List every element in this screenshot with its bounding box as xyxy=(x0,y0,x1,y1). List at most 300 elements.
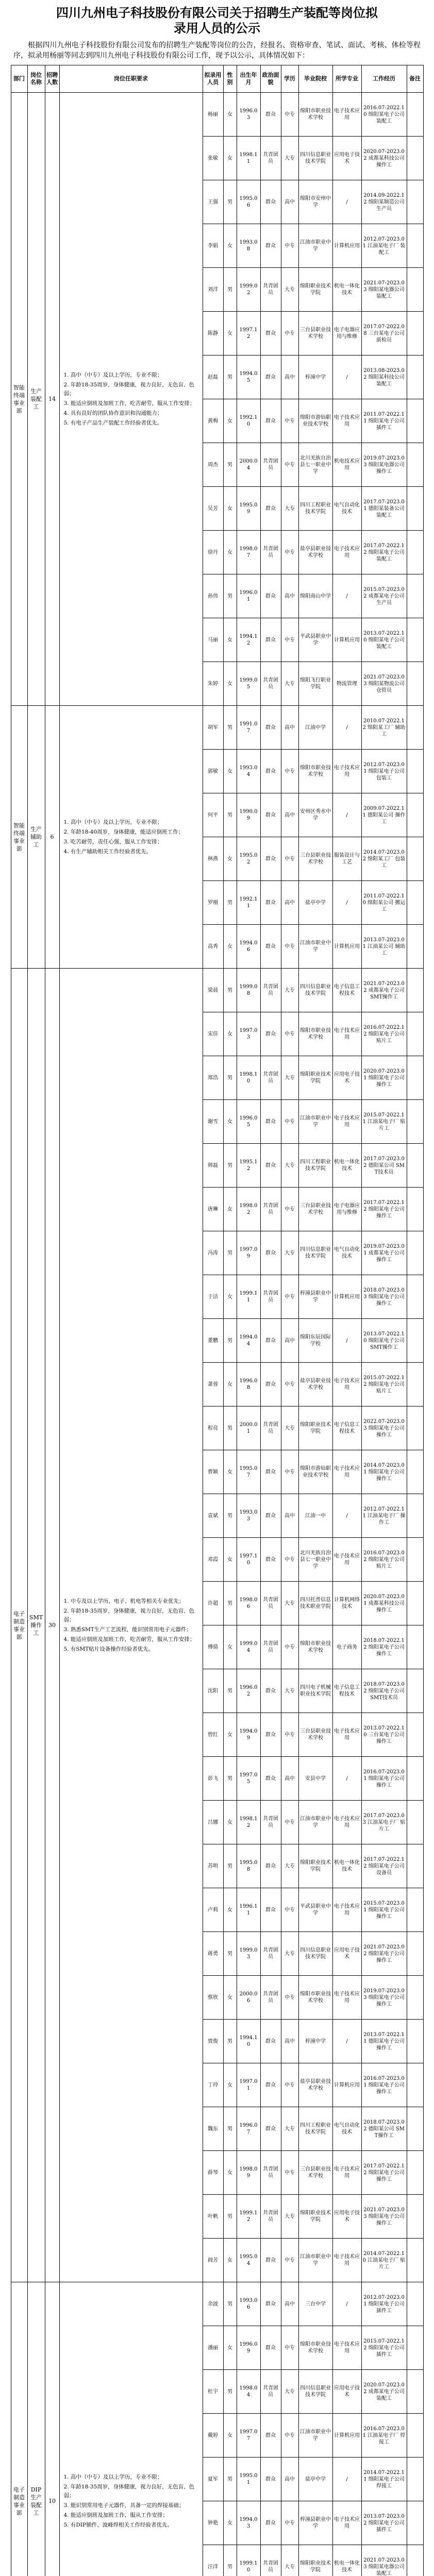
table-body xyxy=(11,93,423,2576)
major-cell xyxy=(332,180,361,224)
gender-cell xyxy=(223,1406,237,1450)
headcount-cell xyxy=(45,2282,59,2576)
political-status-cell-text: 群众 xyxy=(265,330,276,336)
major-cell-text: 电子技术应用 xyxy=(334,2517,360,2529)
political-status-cell-text: 群众 xyxy=(265,2345,276,2351)
education-cell-text: 中专 xyxy=(285,2520,295,2526)
school-cell-text: 梓潼中学 xyxy=(305,2038,326,2044)
remarks-cell xyxy=(407,2020,423,2063)
work-experience-cell-text: 2010.07-2022.12 绵阳某工厂 辅助工 xyxy=(362,718,406,737)
candidate-name-cell xyxy=(203,1450,223,1494)
political-status-cell-text: 共青团员 xyxy=(263,2385,278,2398)
header-candidate-name: 拟录用人员 xyxy=(203,65,223,93)
header-work-experience: 工作经历 xyxy=(361,65,407,93)
education-cell xyxy=(281,1582,298,1625)
gender-cell xyxy=(223,881,237,925)
school-cell xyxy=(298,1888,332,1932)
school-cell xyxy=(298,1144,332,1188)
political-status-cell-text: 共青团员 xyxy=(263,984,278,996)
political-status-cell-text: 群众 xyxy=(265,1775,276,1782)
school-cell-text: 四川信息职业技术学院 xyxy=(300,152,331,164)
political-status-cell xyxy=(260,793,281,837)
candidate-name-cell xyxy=(203,1275,223,1319)
requirement-line: 2. 年龄18-35周岁，身体健康，视力良好，无色盲、色弱； xyxy=(63,381,195,397)
political-status-cell-text: 共青团员 xyxy=(263,1816,278,1828)
school-cell xyxy=(298,2107,332,2151)
gender-cell xyxy=(223,2239,237,2282)
school-cell-text: 三台县职业技术学校 xyxy=(300,853,331,865)
requirement-line: 4. 有生产辅助相关工作经验者优先。 xyxy=(63,848,152,855)
major-cell xyxy=(332,224,361,268)
political-status-cell-text: 群众 xyxy=(265,1556,276,1563)
school-cell xyxy=(298,925,332,969)
political-status-cell xyxy=(260,1231,281,1275)
work-experience-cell-text: 2020.07-2023.02 成都某科技公司 操作工 xyxy=(363,148,405,168)
school-cell xyxy=(298,531,332,574)
school-cell-text: 三台县职业技术学校 xyxy=(300,327,331,340)
remarks-cell xyxy=(407,312,423,355)
work-experience-cell-text: 2022.07-2023.03 绵阳某电子公司 操作工 xyxy=(363,1418,405,1438)
school-cell xyxy=(298,1188,332,1231)
gender-cell xyxy=(223,2458,237,2501)
work-experience-cell xyxy=(361,1363,407,1406)
candidate-name-cell-text: 周杰 xyxy=(208,462,218,468)
gender-cell-text: 男 xyxy=(227,724,232,731)
birth-date-cell xyxy=(237,2414,260,2458)
gender-cell-text: 女 xyxy=(227,1994,232,2001)
remarks-cell xyxy=(407,1231,423,1275)
department-cell-text: 智能终端事业部 xyxy=(13,384,25,414)
school-cell-text: 平武县职业中学 xyxy=(300,634,331,646)
major-cell-text: 电子技术应用 xyxy=(334,2342,360,2354)
gender-cell-text: 女 xyxy=(227,155,232,161)
education-cell xyxy=(281,1932,298,1976)
school-cell xyxy=(298,2501,332,2545)
work-experience-cell xyxy=(361,2370,407,2414)
education-cell xyxy=(281,268,298,312)
major-cell-text: 电子技术应用 xyxy=(334,108,360,121)
work-experience-cell-text: 2019.07-2023.03 绵阳某电器公司 操作工 xyxy=(363,455,405,474)
birth-date-cell xyxy=(237,1582,260,1625)
gender-cell-text: 女 xyxy=(227,1644,232,1650)
requirement-line: 3. 熟悉SMT生产工艺流程，能识别常用电子元器件； xyxy=(63,1626,192,1633)
political-status-cell xyxy=(260,574,281,618)
work-experience-cell xyxy=(361,837,407,881)
birth-date-cell xyxy=(237,531,260,574)
birth-date-cell-text: 1998.09 xyxy=(239,2166,258,2179)
gender-cell-text: 女 xyxy=(227,2345,232,2351)
school-cell xyxy=(298,2414,332,2458)
school-cell xyxy=(298,443,332,487)
gender-cell-text: 女 xyxy=(227,1907,232,1913)
political-status-cell-text: 群众 xyxy=(265,1469,276,1475)
remarks-cell xyxy=(407,2370,423,2414)
gender-cell xyxy=(223,1056,237,1100)
candidate-name-cell-text: 黄梅 xyxy=(208,418,218,424)
gender-cell-text: 男 xyxy=(227,462,232,468)
remarks-cell xyxy=(407,1144,423,1188)
political-status-cell xyxy=(260,2063,281,2107)
requirement-line: 4. 具有良好的团队协作意识和沟通能力； xyxy=(63,410,163,416)
work-experience-cell xyxy=(361,224,407,268)
political-status-cell xyxy=(260,1363,281,1406)
work-experience-cell-text: 2018.07-2023.03 绵阳某电子公司 操作工 xyxy=(363,1287,405,1307)
education-cell xyxy=(281,531,298,574)
gender-cell xyxy=(223,662,237,706)
work-experience-cell-text: 2021.07-2023.03 绵阳某电器公司 装配工 xyxy=(363,2557,405,2576)
work-experience-cell xyxy=(361,487,407,531)
birth-date-cell-text: 1999.12 xyxy=(239,2210,258,2223)
birth-date-cell xyxy=(237,2326,260,2370)
school-cell xyxy=(298,2195,332,2239)
major-cell-text: 电子技术应用 xyxy=(334,1553,360,1566)
education-cell xyxy=(281,1801,298,1844)
work-experience-cell xyxy=(361,399,407,443)
major-cell-text: 应用电子技术 xyxy=(334,152,360,164)
major-cell-text: 计算机应用 xyxy=(334,943,360,950)
requirements-cell xyxy=(59,706,203,969)
post-name-cell-text: DIP生产装配工 xyxy=(30,2486,42,2516)
education-cell xyxy=(281,1188,298,1231)
major-cell xyxy=(332,881,361,925)
work-experience-cell-text: 2021.07-2023.03 绵阳某电子公司 操作工 xyxy=(363,2207,405,2226)
department-cell-text: 电子制造事业部 xyxy=(13,1610,25,1640)
post-name-cell xyxy=(27,969,45,2282)
political-status-cell xyxy=(260,750,281,793)
major-cell-text: 电子技术应用 xyxy=(334,2254,360,2266)
gender-cell xyxy=(223,2326,237,2370)
gender-cell-text: 男 xyxy=(227,593,232,599)
candidate-name-cell xyxy=(203,1012,223,1056)
headcount-cell-text: 6 xyxy=(50,834,54,840)
school-cell xyxy=(298,1231,332,1275)
major-cell xyxy=(332,2063,361,2107)
candidate-name-cell xyxy=(203,1494,223,1538)
birth-date-cell xyxy=(237,1844,260,1888)
birth-date-cell-text: 1991.07 xyxy=(239,721,258,734)
education-cell xyxy=(281,2370,298,2414)
birth-date-cell xyxy=(237,1188,260,1231)
birth-date-cell xyxy=(237,1363,260,1406)
requirement-line: 2. 年龄18-35周岁，身体健康，视力良好，无色盲、色弱； xyxy=(63,2483,195,2499)
gender-cell-text: 女 xyxy=(227,768,232,774)
work-experience-cell-text: 2013.07-2022.10 绵阳某电子公司 装配工 xyxy=(363,630,405,650)
education-cell xyxy=(281,1450,298,1494)
birth-date-cell xyxy=(237,1144,260,1188)
remarks-cell xyxy=(407,1275,423,1319)
candidate-name-cell xyxy=(203,1713,223,1757)
remarks-cell xyxy=(407,224,423,268)
education-cell-text: 高中 xyxy=(285,199,295,205)
political-status-cell xyxy=(260,2326,281,2370)
work-experience-cell-text: 2017.07-2022.12 绵阳某电子公司 操作工 xyxy=(363,2163,405,2182)
school-cell-text: 安县中学 xyxy=(305,1775,326,1782)
school-cell-text: 绵阳职业技术学院 xyxy=(300,1422,331,1434)
birth-date-cell-text: 1997.09 xyxy=(239,1247,258,1259)
school-cell-text: 绵阳市游仙职业技术学校 xyxy=(300,1466,331,1478)
school-cell xyxy=(298,1319,332,1363)
remarks-cell xyxy=(407,750,423,793)
work-experience-cell xyxy=(361,1669,407,1713)
school-cell-text: 江油市职业中学 xyxy=(300,2429,331,2442)
major-cell-text: 机电一体化技术 xyxy=(334,283,360,296)
department-cell-text: 电子制造事业部 xyxy=(13,2486,25,2516)
school-cell-text: 绵阳市职业技术学校 xyxy=(300,2342,331,2354)
birth-date-cell xyxy=(237,750,260,793)
birth-date-cell-text: 1995.12 xyxy=(239,1159,258,1172)
major-cell-text: 应用电子技术 xyxy=(334,1072,360,1084)
candidate-name-cell xyxy=(203,969,223,1012)
birth-date-cell xyxy=(237,93,260,137)
education-cell xyxy=(281,1275,298,1319)
major-cell-text: 电子技术应用 xyxy=(334,1904,360,1916)
birth-date-cell-text: 1997.07 xyxy=(239,2429,258,2442)
birth-date-cell xyxy=(237,2107,260,2151)
major-cell-text: 电子技术应用 xyxy=(334,1728,360,1741)
birth-date-cell xyxy=(237,2370,260,2414)
gender-cell-text: 男 xyxy=(227,1250,232,1256)
candidate-name-cell-text: 戴婷 xyxy=(208,2432,218,2438)
political-status-cell xyxy=(260,925,281,969)
birth-date-cell xyxy=(237,2282,260,2326)
candidate-name-cell xyxy=(203,487,223,531)
political-status-cell-text: 共青团员 xyxy=(263,2166,278,2179)
school-cell xyxy=(298,1056,332,1100)
candidate-name-cell-text: 杜宇 xyxy=(208,2388,218,2395)
political-status-cell-text: 群众 xyxy=(265,1162,276,1168)
work-experience-cell xyxy=(361,793,407,837)
work-experience-cell-text: 2012.07-2023.01 绵阳某电子公司 包装工 xyxy=(363,761,405,781)
school-cell-text: 平武县职业中学 xyxy=(300,1904,331,1916)
candidate-name-cell xyxy=(203,925,223,969)
work-experience-cell-text: 2014.09-2022.12 绵阳某制造公司 生产员 xyxy=(363,192,405,212)
header-post-name: 岗位名称 xyxy=(27,65,45,93)
major-cell xyxy=(332,662,361,706)
political-status-cell-text: 共青团员 xyxy=(263,2210,278,2223)
candidate-name-cell-text: 罗刚 xyxy=(208,900,218,906)
gender-cell-text: 男 xyxy=(227,199,232,205)
school-cell xyxy=(298,1976,332,2020)
political-status-cell-text: 群众 xyxy=(265,505,276,512)
candidate-name-cell xyxy=(203,837,223,881)
major-cell xyxy=(332,1188,361,1231)
education-cell xyxy=(281,1012,298,1056)
candidate-name-cell-text: 郑浩 xyxy=(208,1075,218,1081)
gender-cell-text: 男 xyxy=(227,1425,232,1431)
department-cell xyxy=(11,706,27,969)
gender-cell-text: 男 xyxy=(227,2476,232,2482)
birth-date-cell-text: 1999.03 xyxy=(239,1947,258,1960)
major-cell-text: 电子技术应用 xyxy=(334,765,360,777)
political-status-cell xyxy=(260,662,281,706)
candidate-name-cell-text: 王强 xyxy=(208,199,218,205)
gender-cell xyxy=(223,618,237,662)
gender-cell-text: 男 xyxy=(227,2038,232,2044)
candidate-name-cell-text: 梁晨 xyxy=(208,987,218,993)
major-cell-text: 应用电子技术 xyxy=(334,2210,360,2223)
remarks-cell xyxy=(407,443,423,487)
gender-cell xyxy=(223,1976,237,2020)
school-cell-text: 绵阳市职业技术学校 xyxy=(300,1641,331,1653)
school-cell-text: 绵阳市职业技术学校 xyxy=(300,1991,331,2004)
birth-date-cell-text: 1996.11 xyxy=(239,1904,258,1916)
work-experience-cell-text: 2014.07-2022.11 绵阳某电子公司 焊接工 xyxy=(363,2469,405,2489)
work-experience-cell xyxy=(361,1012,407,1056)
education-cell xyxy=(281,2151,298,2195)
major-cell xyxy=(332,1406,361,1450)
political-status-cell-text: 群众 xyxy=(265,1907,276,1913)
birth-date-cell-text: 1993.08 xyxy=(239,240,258,252)
gender-cell xyxy=(223,1669,237,1713)
major-cell xyxy=(332,1012,361,1056)
gender-cell-text: 女 xyxy=(227,330,232,336)
department-cell xyxy=(11,2282,27,2576)
birth-date-cell-text: 1997.05 xyxy=(239,1772,258,1785)
candidate-name-cell-text: 于洁 xyxy=(208,1294,218,1300)
education-cell-text: 大专 xyxy=(285,681,295,687)
gender-cell xyxy=(223,1801,237,1844)
education-cell xyxy=(281,618,298,662)
candidate-name-cell xyxy=(203,93,223,137)
education-cell-text: 中专 xyxy=(285,549,295,555)
work-experience-cell-text: 2015.07-2022.12 绵阳某电子公司 贴片工 xyxy=(363,1375,405,1394)
candidate-name-cell xyxy=(203,180,223,224)
table-row xyxy=(11,706,423,750)
gender-cell xyxy=(223,2107,237,2151)
requirement-line: 3. 能识别常用电子元器件，具备一定的焊接基础； xyxy=(63,2502,185,2509)
candidate-name-cell-text: 汪洋 xyxy=(208,2564,218,2570)
candidate-name-cell-text: 孙伟 xyxy=(208,593,218,599)
remarks-cell xyxy=(407,1801,423,1844)
candidate-name-cell-text: 叶帆 xyxy=(208,2213,218,2219)
political-status-cell xyxy=(260,1888,281,1932)
work-experience-cell-text: 2016.07-2022.10 绵阳某电子公司 装配工 xyxy=(363,105,405,124)
candidate-name-cell-text: 马丽 xyxy=(208,637,218,643)
major-cell-text: / xyxy=(346,724,348,731)
education-cell xyxy=(281,2239,298,2282)
birth-date-cell xyxy=(237,837,260,881)
major-cell-text: 电子信息工程技术 xyxy=(334,1422,360,1434)
work-experience-cell xyxy=(361,662,407,706)
birth-date-cell-text: 1994.09 xyxy=(239,1728,258,1741)
remarks-cell xyxy=(407,137,423,180)
table-row xyxy=(11,969,423,1012)
education-cell-text: 大专 xyxy=(285,1600,295,1606)
remarks-cell xyxy=(407,2414,423,2458)
political-status-cell xyxy=(260,2282,281,2326)
candidate-name-cell xyxy=(203,1888,223,1932)
political-status-cell xyxy=(260,1538,281,1582)
school-cell-text: 四川工程职业技术学院 xyxy=(300,2123,331,2135)
political-status-cell-text: 群众 xyxy=(265,111,276,117)
gender-cell-text: 女 xyxy=(227,1732,232,1738)
table-header-row xyxy=(11,65,423,93)
headcount-cell xyxy=(45,706,59,969)
remarks-cell xyxy=(407,1012,423,1056)
work-experience-cell xyxy=(361,1144,407,1188)
birth-date-cell xyxy=(237,2063,260,2107)
school-cell xyxy=(298,1757,332,1801)
candidate-name-cell-text: 曹颖 xyxy=(208,1469,218,1475)
education-cell xyxy=(281,224,298,268)
school-cell xyxy=(298,399,332,443)
gender-cell xyxy=(223,1144,237,1188)
work-experience-cell xyxy=(361,2545,407,2576)
gender-cell xyxy=(223,180,237,224)
school-cell xyxy=(298,662,332,706)
school-cell-text: 三台县职业技术学校 xyxy=(300,1203,331,1215)
school-cell-text: 绵阳市游仙职业技术学校 xyxy=(300,415,331,427)
education-cell xyxy=(281,1144,298,1188)
school-cell xyxy=(298,618,332,662)
political-status-cell-text: 群众 xyxy=(265,637,276,643)
birth-date-cell-text: 1997.01 xyxy=(239,2079,258,2091)
education-cell-text: 大专 xyxy=(285,155,295,161)
candidate-name-cell-text: 冯涛 xyxy=(208,1250,218,1256)
school-cell xyxy=(298,1582,332,1625)
remarks-cell xyxy=(407,2458,423,2501)
school-cell xyxy=(298,1406,332,1450)
major-cell-text: / xyxy=(346,199,348,205)
candidate-name-cell xyxy=(203,1231,223,1275)
work-experience-cell xyxy=(361,312,407,355)
work-experience-cell-text: 2016.07-2023.01 绵阳某电子公司 操作工 xyxy=(363,2075,405,2095)
work-experience-cell xyxy=(361,2414,407,2458)
school-cell xyxy=(298,1713,332,1757)
candidate-name-cell xyxy=(203,1538,223,1582)
work-experience-cell-text: 2019.07-2023.01 成都某电子公司 操作工 xyxy=(363,1243,405,1263)
school-cell-text: 绵阳职业技术学院 xyxy=(300,2561,331,2573)
gender-cell xyxy=(223,2501,237,2545)
birth-date-cell-text: 1996.01 xyxy=(239,590,258,602)
work-experience-cell-text: 2017.07-2023.02 德阳某公司 SMT技术员 xyxy=(363,1156,405,1175)
birth-date-cell-text: 1994.12 xyxy=(239,634,258,646)
work-experience-cell xyxy=(361,2063,407,2107)
gender-cell-text: 女 xyxy=(227,943,232,950)
remarks-cell xyxy=(407,2239,423,2282)
gender-cell xyxy=(223,2414,237,2458)
candidate-name-cell xyxy=(203,443,223,487)
birth-date-cell-text: 1998.11 xyxy=(239,152,258,164)
candidate-name-cell xyxy=(203,574,223,618)
birth-date-cell xyxy=(237,1713,260,1757)
gender-cell xyxy=(223,1757,237,1801)
candidate-name-cell-text: 唐琳 xyxy=(208,1206,218,1212)
political-status-cell-text: 群众 xyxy=(265,1381,276,1387)
school-cell-text: 绵阳职业技术学院 xyxy=(300,283,331,296)
candidate-name-cell xyxy=(203,662,223,706)
education-cell-text: 中专 xyxy=(285,1732,295,1738)
gender-cell-text: 女 xyxy=(227,1819,232,1825)
major-cell-text: 电气自动化技术 xyxy=(334,1247,360,1259)
work-experience-cell-text: 2020.07-2023.01 绵阳某电子公司 操作工 xyxy=(363,1068,405,1088)
major-cell xyxy=(332,2239,361,2282)
candidate-name-cell xyxy=(203,1976,223,2020)
education-cell-text: 大专 xyxy=(285,1162,295,1168)
political-status-cell xyxy=(260,268,281,312)
education-cell xyxy=(281,1363,298,1406)
remarks-cell xyxy=(407,93,423,137)
remarks-cell xyxy=(407,1932,423,1976)
birth-date-cell-text: 1999.02 xyxy=(239,283,258,296)
school-cell xyxy=(298,180,332,224)
gender-cell-text: 男 xyxy=(227,1775,232,1782)
school-cell xyxy=(298,1494,332,1538)
gender-cell-text: 男 xyxy=(227,374,232,380)
remarks-cell xyxy=(407,1757,423,1801)
candidate-name-cell-text: 蒋勇 xyxy=(208,1951,218,1957)
political-status-cell xyxy=(260,1844,281,1888)
